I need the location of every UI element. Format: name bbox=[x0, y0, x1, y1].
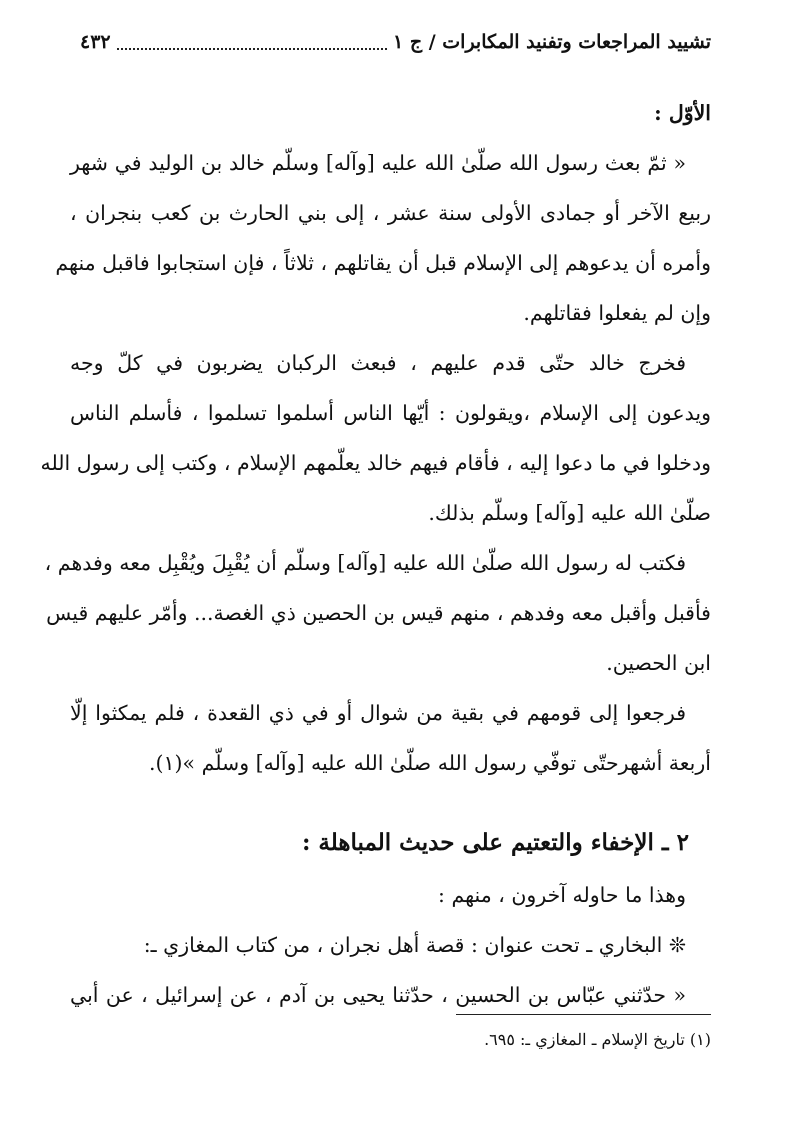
footnote: (١) تاريخ الإسلام ـ المغازي ـ: ٦٩٥. bbox=[484, 1030, 711, 1049]
page-body bbox=[40, 88, 711, 1020]
section-heading: ٢ ـ الإخفاء والتعتيم على حديث المباهلة : bbox=[301, 829, 689, 856]
text-line: ابن الحصين. bbox=[606, 651, 711, 675]
page-header bbox=[70, 22, 711, 62]
text-line: وإن لم يفعلوا فقاتلهم. bbox=[523, 301, 711, 325]
text-line: وأمره أن يدعوهم إلى الإسلام قبل أن يقاتلهم ، ثلاثاً ، فإن استجابوا فاقبل منهم bbox=[55, 251, 711, 275]
text-line: أربعة أشهرحتّى توفّي رسول الله صلّىٰ الله عليه [وآله] وسلّم »(١). bbox=[149, 751, 711, 775]
text-line: « ثمّ بعث رسول الله صلّىٰ الله عليه [وآله] وسلّم خالد بن الوليد في شهر bbox=[70, 151, 686, 175]
text-line: ربيع الآخر أو جمادى الأولى سنة عشر ، إلى بني الحارث بن كعب بنجران ، bbox=[70, 201, 711, 225]
text-line: ❊ البخاري ـ تحت عنوان : قصة أهل نجران ، من كتاب المغازي ـ: bbox=[143, 933, 686, 957]
running-title: تشييد المراجعات وتفنيد المكابرات / ج ١ bbox=[393, 31, 711, 53]
text-line: وهذا ما حاوله آخرون ، منهم : bbox=[438, 883, 686, 907]
page-number: ٤٣٢ bbox=[80, 31, 111, 53]
text-line: فأقبل وأقبل معه وفدهم ، منهم قيس بن الحصين ذي الغصة... وأمّر عليهم قيس bbox=[46, 601, 711, 625]
header-dot-leader bbox=[117, 34, 387, 50]
footnote-divider bbox=[456, 1014, 711, 1015]
text-line: ودخلوا في ما دعوا إليه ، فأقام فيهم خالد يعلّمهم الإسلام ، وكتب إلى رسول الله bbox=[40, 451, 711, 475]
text-line: صلّىٰ الله عليه [وآله] وسلّم بذلك. bbox=[428, 501, 711, 525]
text-line: ويدعون إلى الإسلام ،ويقولون : أيّها الناس أسلموا تسلموا ، فأسلم الناس bbox=[70, 401, 711, 425]
first-label: الأوّل : bbox=[654, 101, 711, 125]
text-line: « حدّثني عبّاس بن الحسين ، حدّثنا يحيى بن آدم ، عن إسرائيل ، عن أبي bbox=[70, 983, 686, 1007]
section-gap bbox=[70, 788, 711, 816]
text-line: فكتب له رسول الله صلّىٰ الله عليه [وآله] وسلّم أن يُقْبِلَ ويُقْبِل معه وفدهم ، bbox=[44, 551, 686, 575]
text-line: فخرج خالد حتّى قدم عليهم ، فبعث الركبان يضربون في كلّ وجه bbox=[70, 351, 686, 375]
text-line: فرجعوا إلى قومهم في بقية من شوال أو في ذي القعدة ، فلم يمكثوا إلّا bbox=[70, 701, 686, 725]
